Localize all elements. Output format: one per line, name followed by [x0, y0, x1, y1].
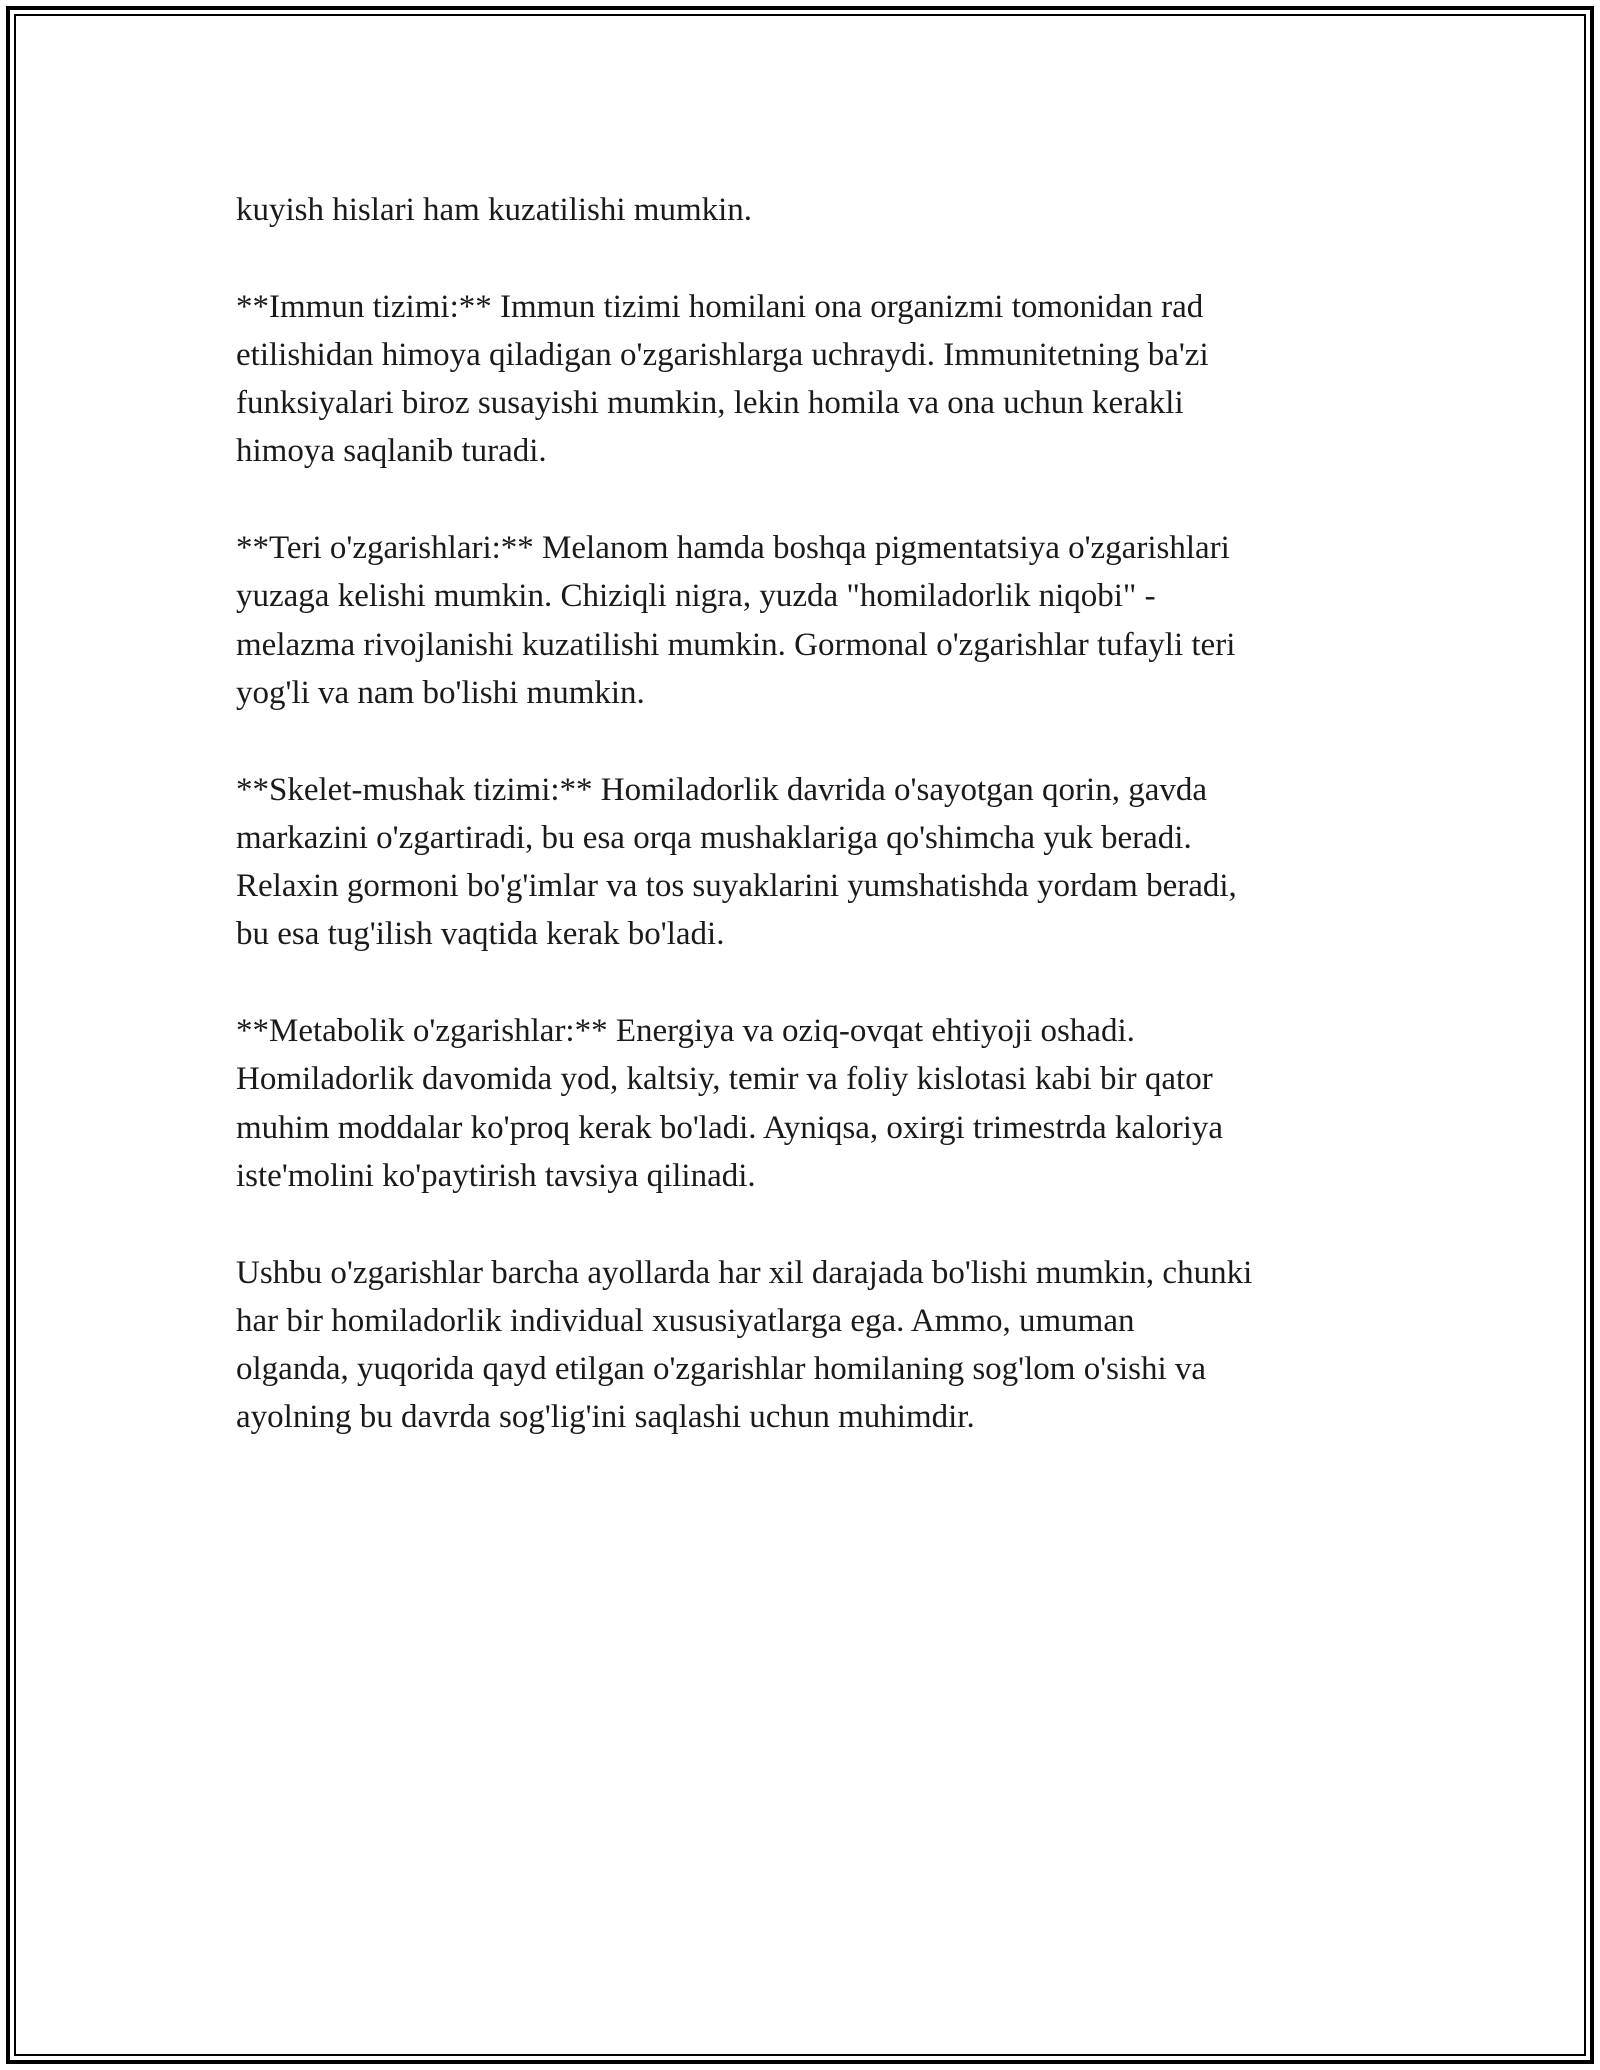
paragraph-skin-changes: [236, 524, 1396, 717]
text-line: Relaxin gormoni bo'g'imlar va tos suyaklarini yumshatishda yordam beradi,: [236, 868, 1237, 905]
text-line: **Teri o'zgarishlari:** Melanom hamda boshqa pigmentatsiya o'zgarishlari: [236, 530, 1230, 567]
text-line: har bir homiladorlik individual xususiyatlarga ega. Ammo, umuman: [236, 1302, 1135, 1339]
paragraph-immune-system: [236, 283, 1396, 476]
text-line: **Immun tizimi:** Immun tizimi homilani ona organizmi tomonidan rad: [236, 288, 1204, 325]
text-line: markazini o'zgartiradi, bu esa orqa mushaklariga qo'shimcha yuk beradi.: [236, 819, 1192, 856]
text-line: ayolning bu davrda sog'lig'ini saqlashi uchun muhimdir.: [236, 1399, 975, 1436]
text-line: yuzaga kelishi mumkin. Chiziqli nigra, yuzda "homiladorlik niqobi" -: [236, 578, 1156, 615]
document-body: [236, 186, 1396, 1490]
text-line: etilishidan himoya qiladigan o'zgarishlarga uchraydi. Immunitetning ba'zi: [236, 336, 1209, 373]
paragraph-conclusion: [236, 1249, 1396, 1442]
text-line: melazma rivojlanishi kuzatilishi mumkin. Gormonal o'zgarishlar tufayli teri: [236, 626, 1236, 663]
text-line: iste'molini ko'paytirish tavsiya qilinadi.: [236, 1157, 756, 1194]
text-line: muhim moddalar ko'proq kerak bo'ladi. Ayniqsa, oxirgi trimestrda kaloriya: [236, 1109, 1224, 1146]
text-line: kuyish hislari ham kuzatilishi mumkin.: [236, 192, 753, 228]
text-line: **Metabolik o'zgarishlar:** Energiya va oziq-ovqat ehtiyoji oshadi.: [236, 1013, 1135, 1050]
text-line: **Skelet-mushak tizimi:** Homiladorlik davrida o'sayotgan qorin, gavda: [236, 771, 1208, 808]
paragraph-musculoskeletal: [236, 766, 1396, 959]
text-line: himoya saqlanib turadi.: [236, 433, 547, 470]
text-line: Ushbu o'zgarishlar barcha ayollarda har xil darajada bo'lishi mumkin, chunki: [236, 1254, 1253, 1291]
text-line: olganda, yuqorida qayd etilgan o'zgarishlar homilaning sog'lom o'sishi va: [236, 1351, 1207, 1388]
paragraph-continuation: [236, 186, 1396, 234]
text-line: yog'li va nam bo'lishi mumkin.: [236, 674, 645, 711]
text-line: funksiyalari biroz susayishi mumkin, lekin homila va ona uchun kerakli: [236, 385, 1184, 422]
text-line: bu esa tug'ilish vaqtida kerak bo'ladi.: [236, 916, 725, 953]
paragraph-metabolic: [236, 1007, 1396, 1200]
text-line: Homiladorlik davomida yod, kaltsiy, temir va foliy kislotasi kabi bir qator: [236, 1061, 1213, 1098]
